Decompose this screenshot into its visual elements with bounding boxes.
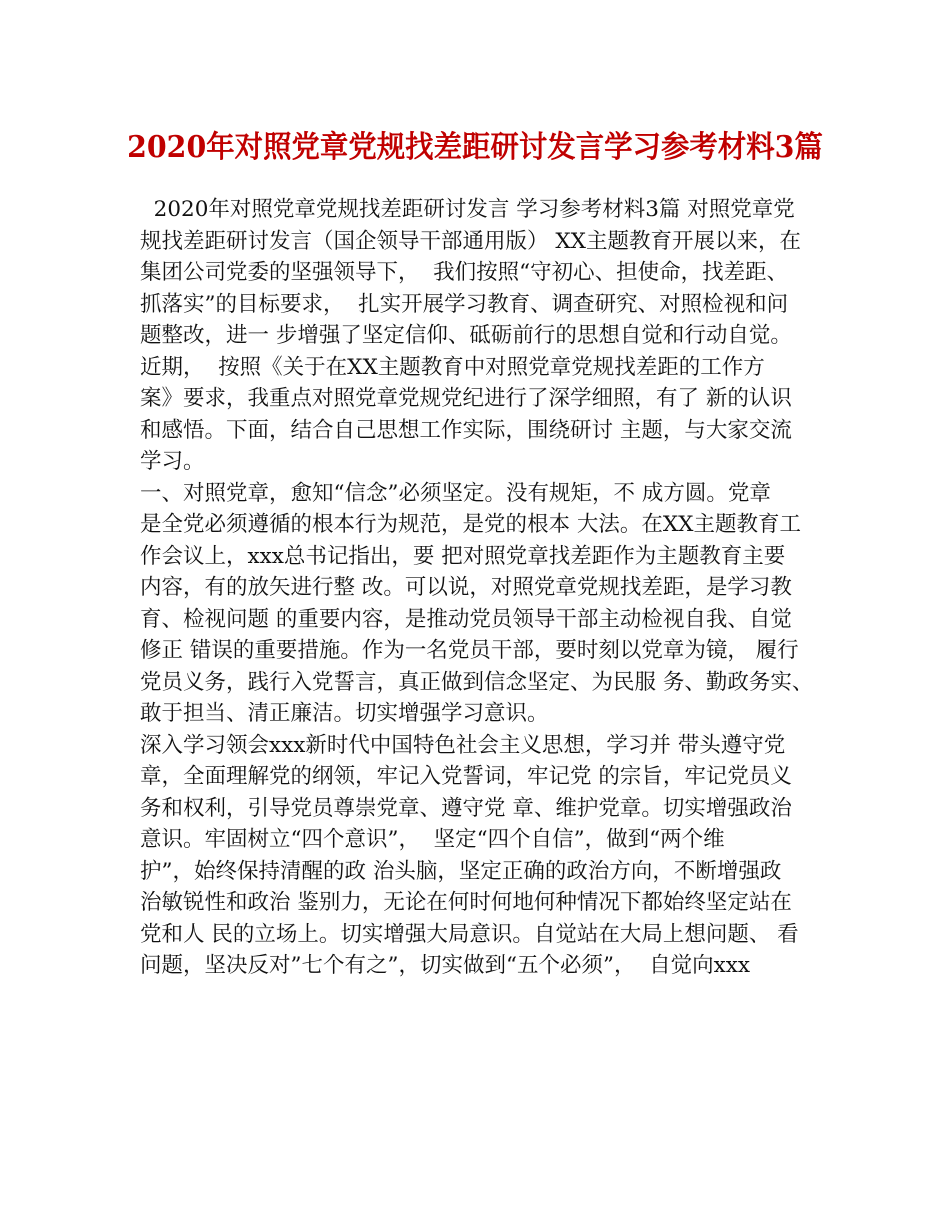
body-line: 修正 错误的重要措施。作为一名党员干部，要时刻以党章为镜， 履行 — [140, 638, 799, 663]
body-line: 近期， 按照《关于在XX主题教育中对照党章党规找差距的工作方 — [140, 354, 765, 380]
body-line: 和感悟。下面，结合自己思想工作实际，围绕研讨 主题，与大家交流 — [140, 417, 792, 443]
body-line: 抓落实”的目标要求， 扎实开展学习教育、调查研究、对照检视和问 — [140, 291, 789, 317]
body-line: 育、检视问题 的重要内容，是推动党员领导干部主动检视自我、自觉 — [140, 606, 792, 632]
document-body — [140, 194, 830, 982]
body-line: 内容，有的放矢进行整 改。可以说，对照党章党规找差距，是学习教 — [140, 575, 792, 600]
body-line: 深入学习领会xxx新时代中国特色社会主义思想，学习并 带头遵守党 — [140, 732, 786, 758]
body-line: 章，全面理解党的纲领，牢记入党誓词，牢记党 的宗旨，牢记党员义 — [140, 764, 792, 789]
body-line: 意识。牢固树立“四个意识”， 坚定“四个自信”，做到“两个维 — [140, 827, 725, 852]
body-line: 集团公司党委的坚强领导下， 我们按照“守初心、担使命，找差距、 — [140, 260, 789, 285]
body-line: 规找差距研讨发言（国企领导干部通用版） XX主题教育开展以来，在 — [140, 228, 801, 254]
body-line: 题整改，进一 步增强了坚定信仰、砥砺前行的思想自觉和行动自觉。 — [140, 323, 792, 348]
body-line: 案》要求，我重点对照党章党规党纪进行了深学细照，有了 新的认识 — [140, 386, 792, 411]
document-title: 2020年对照党章党规找差距研讨发言学习参考材料3篇 — [127, 130, 823, 165]
body-line: 务和权利，引导党员尊崇党章、遵守党 章、维护党章。切实增强政治 — [140, 795, 792, 821]
body-line: 护”，始终保持清醒的政 治头脑，坚定正确的政治方向，不断增强政 — [140, 858, 782, 884]
body-line: 党和人 民的立场上。切实增强大局意识。自觉站在大局上想问题、 看 — [140, 921, 799, 947]
body-line: 作会议上，xxx总书记指出，要 把对照党章找差距作为主题教育主要 — [140, 543, 786, 569]
body-line: 敢于担当、清正廉洁。切实增强学习意识。 — [140, 701, 549, 726]
body-line: 党员义务，践行入党誓言，真正做到信念坚定、为民服 务、勤政务实、 — [140, 669, 814, 695]
body-line: 问题，坚决反对”七个有之”，切实做到“五个必须”， 自觉向xxx — [140, 953, 751, 978]
body-line: 学习。 — [140, 449, 205, 474]
body-line: 是全党必须遵循的根本行为规范，是党的根本 大法。在XX主题教育工 — [140, 512, 801, 537]
body-line: 一、对照党章，愈知“信念”必须坚定。没有规矩，不 成方圆。党章 — [140, 480, 771, 506]
body-line: 2020年对照党章党规找差距研讨发言 学习参考材料3篇 对照党章党 — [140, 197, 795, 222]
body-line: 治敏锐性和政治 鉴别力，无论在何时何地何种情况下都始终坚定站在 — [140, 890, 792, 915]
